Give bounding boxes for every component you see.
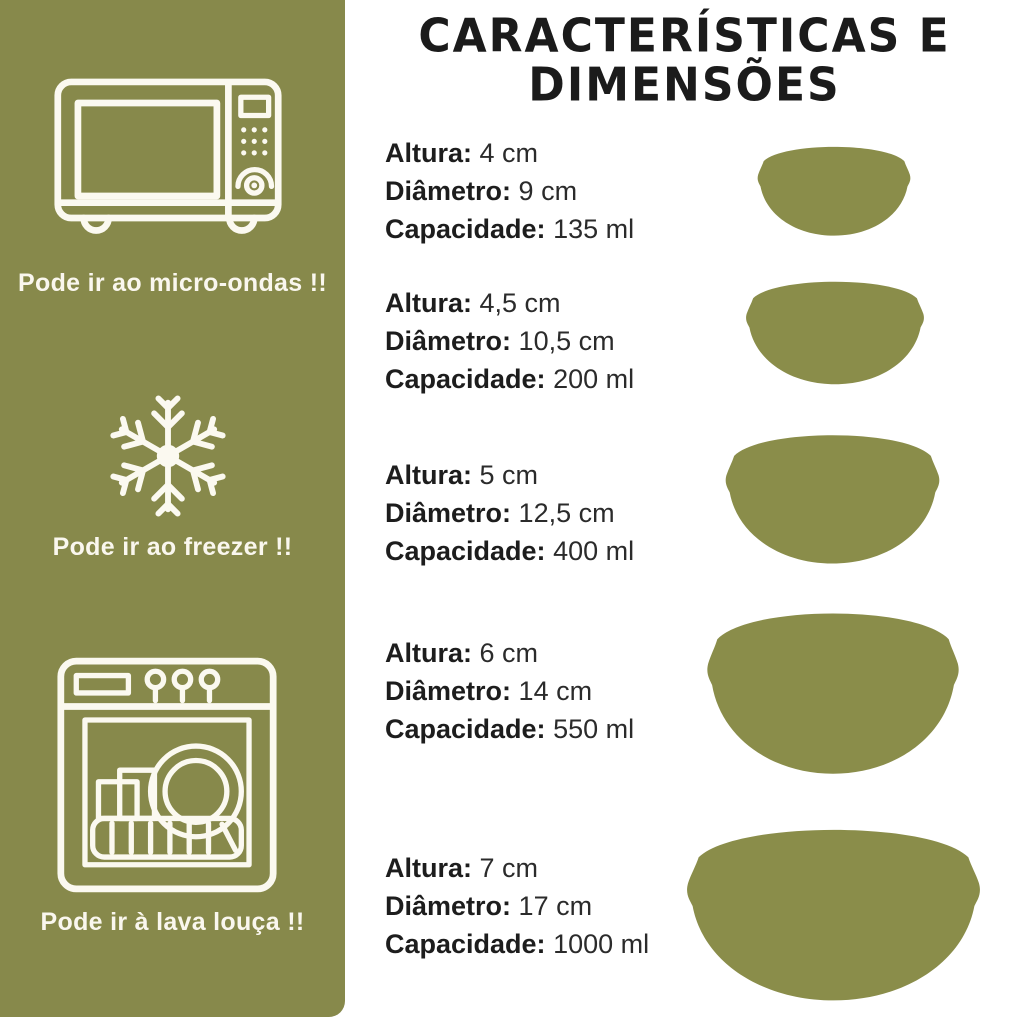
altura-row: Altura: 6 cm bbox=[385, 638, 539, 668]
dishwasher-caption: Pode ir à lava louça !! bbox=[40, 908, 305, 936]
freezer-caption: Pode ir ao freezer !! bbox=[52, 533, 293, 561]
dishwasher-icon bbox=[56, 655, 278, 895]
bowl-silhouette-3 bbox=[722, 418, 943, 567]
spec-block-3 bbox=[385, 456, 634, 570]
diametro-row: Diâmetro: 10,5 cm bbox=[385, 326, 615, 356]
diametro-row: Diâmetro: 9 cm bbox=[385, 176, 578, 206]
capacidade-row: Capacidade: 200 ml bbox=[385, 364, 635, 394]
altura-row: Altura: 7 cm bbox=[385, 853, 539, 883]
altura-row: Altura: 5 cm bbox=[385, 460, 539, 490]
altura-row: Altura: 4 cm bbox=[385, 138, 539, 168]
capacidade-row: Capacidade: 550 ml bbox=[385, 714, 635, 744]
snowflake-icon bbox=[104, 392, 232, 520]
diametro-row: Diâmetro: 12,5 cm bbox=[385, 498, 615, 528]
spec-block-1 bbox=[385, 134, 634, 248]
bowl-silhouette-2 bbox=[743, 268, 927, 387]
microwave-caption: Pode ir ao micro-ondas !! bbox=[18, 269, 327, 297]
bowl-silhouette-1 bbox=[755, 135, 913, 238]
bowl-silhouette-4 bbox=[703, 592, 963, 778]
altura-row: Altura: 4,5 cm bbox=[385, 288, 561, 318]
spec-block-5 bbox=[385, 849, 649, 963]
capacidade-row: Capacidade: 1000 ml bbox=[385, 929, 650, 959]
diametro-row: Diâmetro: 17 cm bbox=[385, 891, 593, 921]
microwave-icon bbox=[53, 76, 283, 246]
content bbox=[345, 0, 1024, 1024]
diametro-row: Diâmetro: 14 cm bbox=[385, 676, 593, 706]
page-title bbox=[345, 9, 1024, 113]
sidebar bbox=[0, 0, 345, 1017]
bowl-silhouette-5 bbox=[682, 807, 985, 1005]
spec-block-4 bbox=[385, 634, 634, 748]
title-line-2: DIMENSÕES bbox=[528, 58, 841, 113]
title-line-1: CARACTERÍSTICAS E bbox=[418, 9, 951, 64]
spec-block-2 bbox=[385, 284, 634, 398]
capacidade-row: Capacidade: 400 ml bbox=[385, 536, 635, 566]
capacidade-row: Capacidade: 135 ml bbox=[385, 214, 635, 244]
